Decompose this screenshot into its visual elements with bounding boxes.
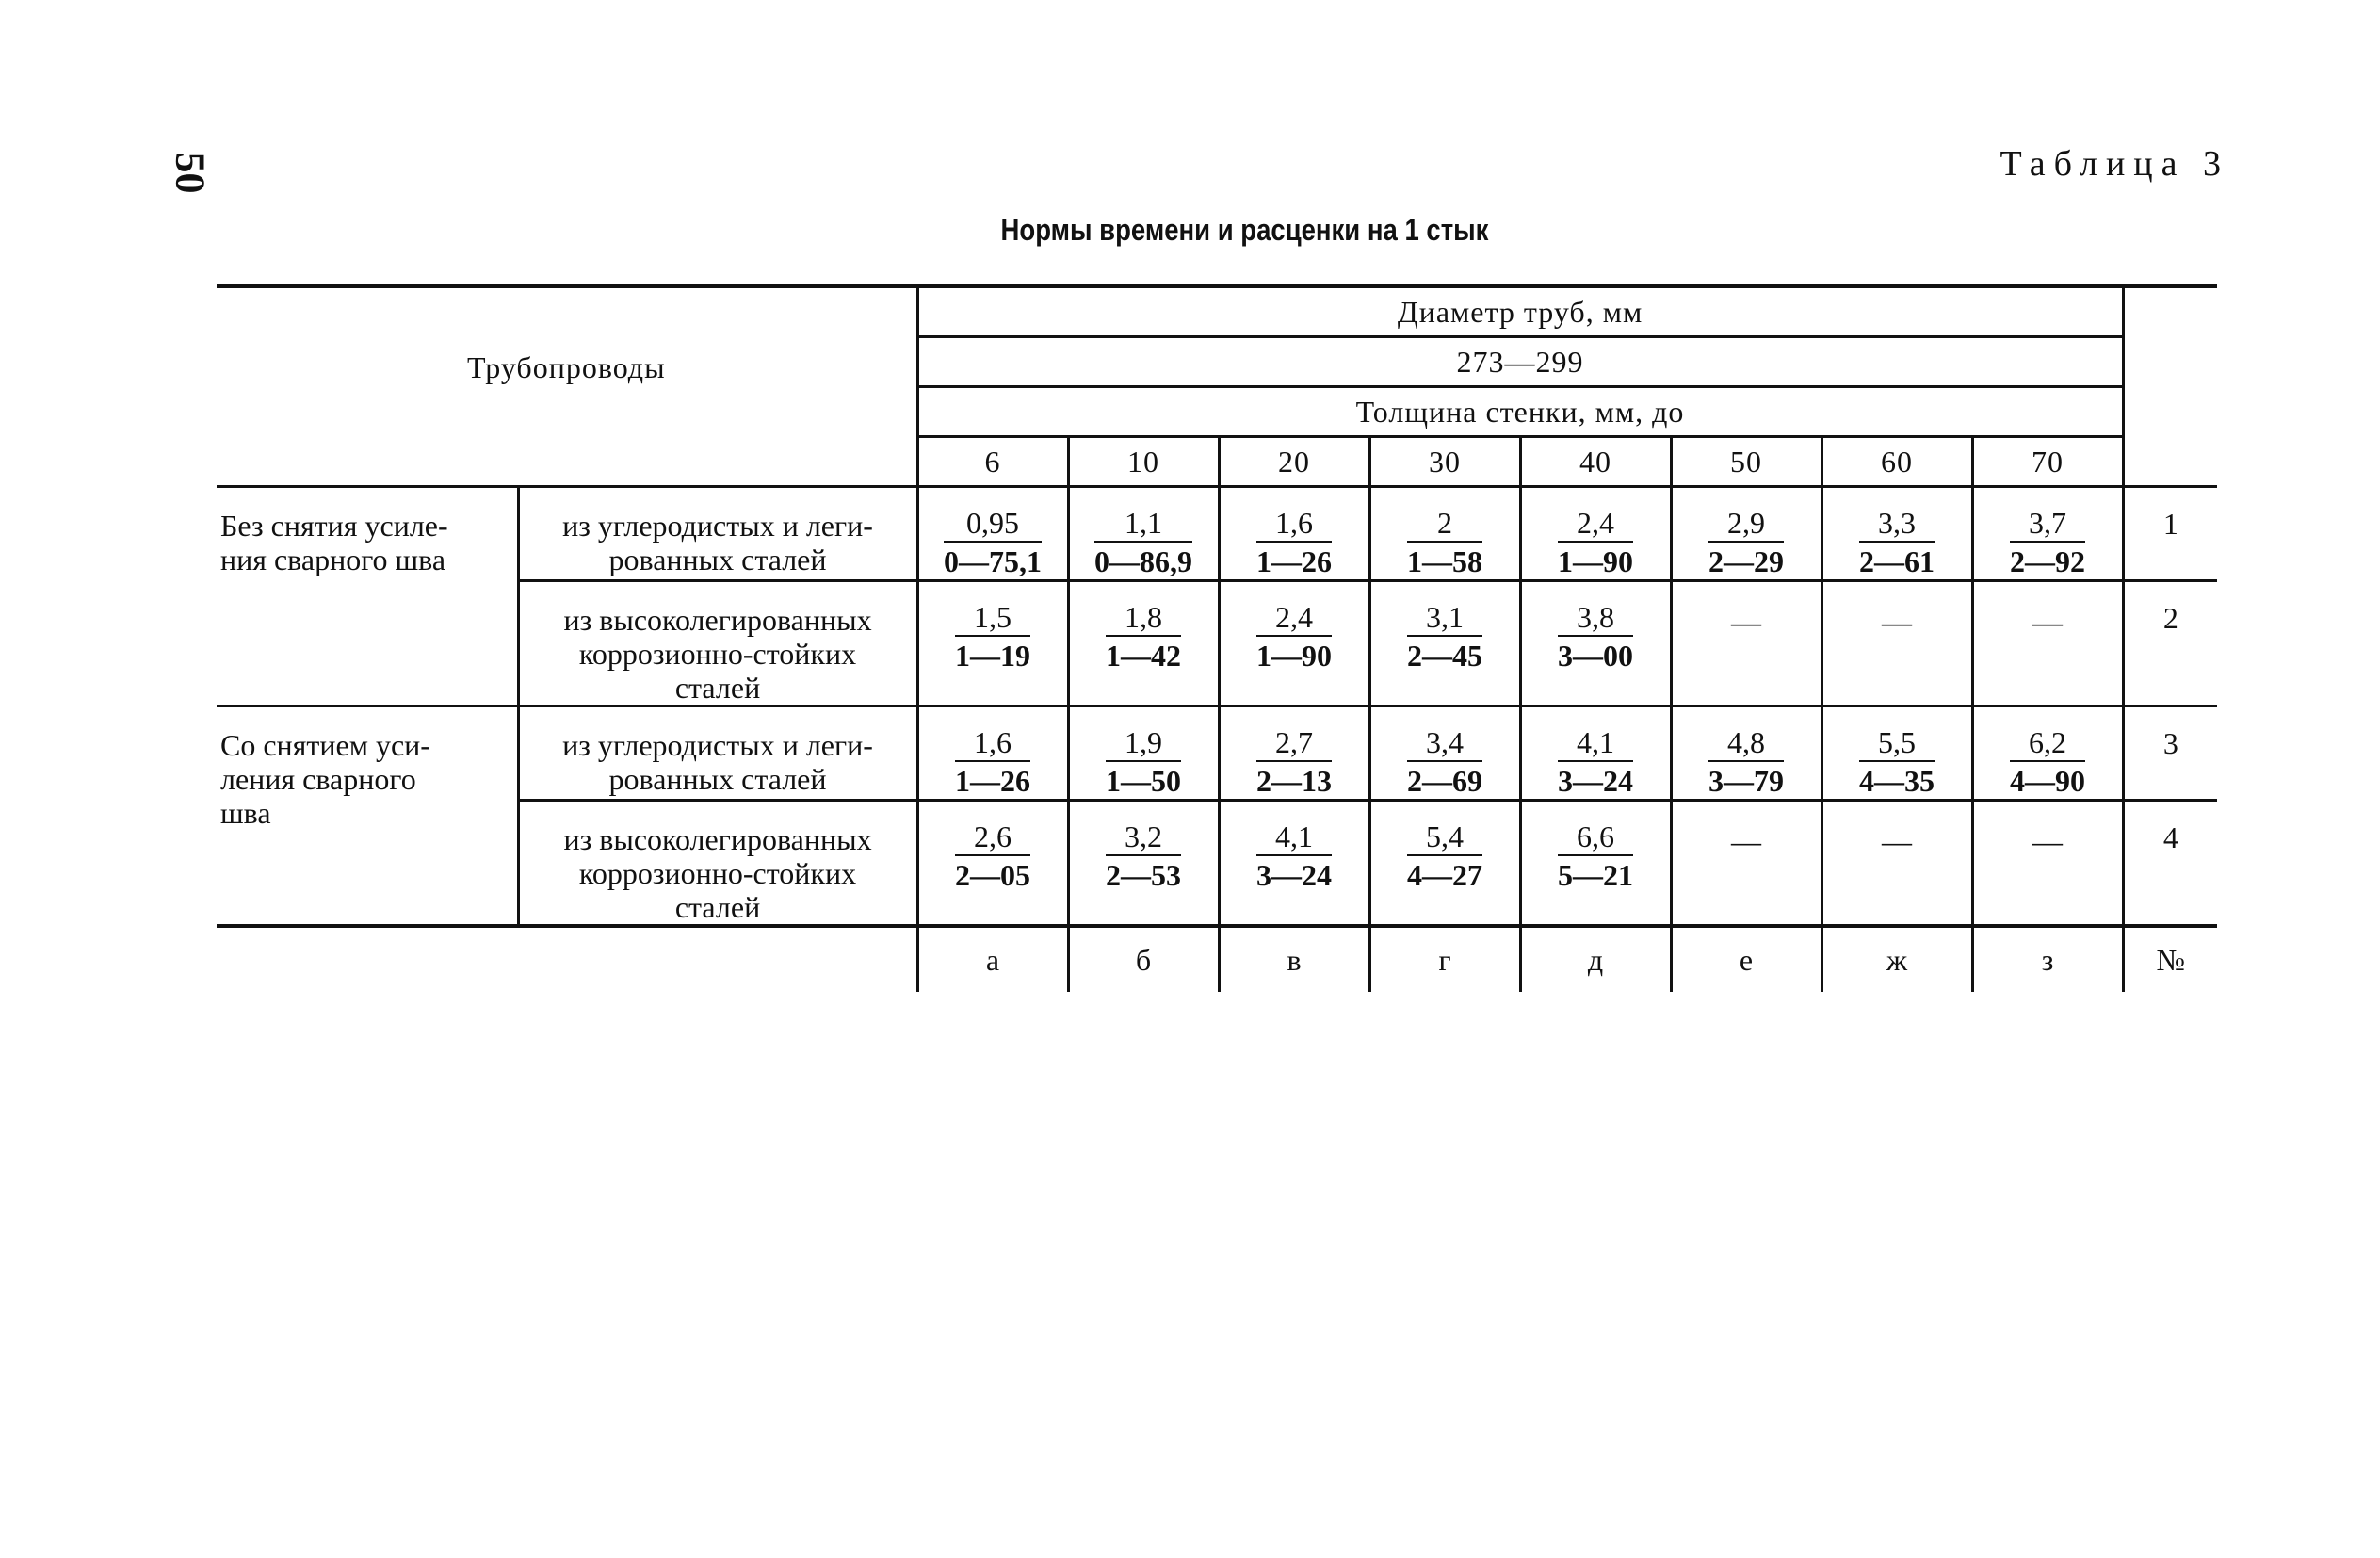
thickness-70: 70 [1972,437,2123,487]
fraction [1407,726,1482,798]
time-norm: 2 [1407,507,1482,543]
fraction [1094,507,1192,578]
footer-row [217,926,2217,992]
fraction [1708,726,1784,798]
value-cell [1219,581,1369,706]
value-cell [1972,706,2123,801]
value-cell [1972,801,2123,927]
value-cell [1821,487,1972,581]
thickness-60: 60 [1821,437,1972,487]
thickness-6: 6 [917,437,1068,487]
fraction [1256,820,1332,892]
value-cell [1972,487,2123,581]
material-label: из высоколегированных коррозионно-стойких сталей [518,581,917,706]
time-norm: 1,9 [1106,726,1181,762]
value-cell [1068,801,1219,927]
page-number: 50 [167,152,214,194]
dash-value: — [1882,605,1913,639]
thickness-40: 40 [1520,437,1671,487]
price: 2—61 [1859,544,1935,578]
price: 3—79 [1708,764,1785,798]
time-norm: 4,8 [1708,726,1784,762]
value-cell [1671,487,1821,581]
time-norm: 4,1 [1256,820,1332,856]
fraction [1558,726,1633,798]
price: 0—86,9 [1094,544,1193,578]
row-number: 2 [2123,581,2217,706]
value-cell [1520,581,1671,706]
price: 4—90 [2010,764,2086,798]
price: 0—75,1 [944,544,1043,578]
value-cell [1520,706,1671,801]
value-cell [917,706,1068,801]
fraction [1106,820,1181,892]
time-norm: 2,7 [1256,726,1332,762]
footer-empty [217,926,917,992]
material-label: из высоколегированных коррозионно-стойких сталей [518,801,917,927]
value-cell [917,487,1068,581]
column-letter: б [1068,926,1219,992]
price: 1—19 [955,639,1031,673]
value-cell [1219,706,1369,801]
price: 2—05 [955,858,1031,892]
time-norm: 1,8 [1106,601,1181,637]
price: 2—92 [2010,544,2086,578]
time-norm: 0,95 [944,507,1042,543]
price: 1—58 [1407,544,1483,578]
fraction [1407,820,1482,892]
price: 2—69 [1407,764,1483,798]
fraction [955,726,1030,798]
category-label: Без снятия усиле- ния сварного шва [217,487,518,706]
dash-value: — [2032,824,2064,858]
price: 1—90 [1256,639,1333,673]
value-cell [1068,706,1219,801]
column-letter: в [1219,926,1369,992]
fraction [1106,726,1181,798]
dash-value: — [1731,605,1762,639]
price: 2—29 [1708,544,1785,578]
table-title: Нормы времени и расценки на 1 стык [1000,213,1489,247]
fraction [1558,820,1633,892]
number-sign: № [2123,926,2217,992]
time-norm: 5,4 [1407,820,1482,856]
time-norm: 2,6 [955,820,1030,856]
price: 1—26 [1256,544,1333,578]
price: 4—27 [1407,858,1483,892]
time-norm: 4,1 [1558,726,1633,762]
time-norm: 3,1 [1407,601,1482,637]
table-row [217,487,2217,581]
time-norm: 3,4 [1407,726,1482,762]
pipelines-header: Трубопроводы [217,286,917,487]
fraction [955,601,1030,673]
diameter-header: Диаметр труб, мм [917,286,2123,337]
fraction [1558,601,1633,673]
column-letter: з [1972,926,2123,992]
thickness-10: 10 [1068,437,1219,487]
value-cell [1671,581,1821,706]
price: 3—24 [1256,858,1333,892]
value-cell [1972,581,2123,706]
price: 1—42 [1106,639,1182,673]
value-cell [917,801,1068,927]
fraction [1106,601,1181,673]
value-cell [1369,801,1520,927]
value-cell [1821,581,1972,706]
material-label: из углеродистых и леги- рованных сталей [518,706,917,801]
fraction [1859,726,1935,798]
value-cell [1520,487,1671,581]
price: 1—90 [1558,544,1634,578]
value-cell [1671,706,1821,801]
value-cell [917,581,1068,706]
time-norm: 1,1 [1094,507,1192,543]
time-norm: 3,7 [2010,507,2085,543]
price: 1—50 [1106,764,1182,798]
price: 2—53 [1106,858,1182,892]
dash-value: — [2032,605,2064,639]
norms-table [217,284,2217,992]
price: 4—35 [1859,764,1935,798]
diameter-range: 273—299 [917,337,2123,387]
value-cell [1821,801,1972,927]
dash-value: — [1731,824,1762,858]
table-label: Таблица 3 [2000,144,2229,184]
column-letter: г [1369,926,1520,992]
time-norm: 6,6 [1558,820,1633,856]
price: 3—00 [1558,639,1634,673]
value-cell [1068,487,1219,581]
fraction [955,820,1030,892]
fraction [1558,507,1633,578]
fraction [1407,601,1482,673]
fraction [1256,507,1332,578]
thickness-50: 50 [1671,437,1821,487]
fraction [1256,726,1332,798]
time-norm: 2,4 [1558,507,1633,543]
row-number: 4 [2123,801,2217,927]
value-cell [1821,706,1972,801]
value-cell [1068,581,1219,706]
time-norm: 1,6 [1256,507,1332,543]
value-cell [1219,801,1369,927]
time-norm: 6,2 [2010,726,2085,762]
category-label: Со снятием уси- ления сварного шва [217,706,518,927]
time-norm: 3,8 [1558,601,1633,637]
value-cell [1520,801,1671,927]
number-header-blank [2123,286,2217,487]
wall-thickness-header: Толщина стенки, мм, до [917,387,2123,437]
fraction [2010,726,2085,798]
dash-value: — [1882,824,1913,858]
table-row [217,706,2217,801]
time-norm: 1,6 [955,726,1030,762]
time-norm: 2,4 [1256,601,1332,637]
fraction [1256,601,1332,673]
row-number: 1 [2123,487,2217,581]
thickness-20: 20 [1219,437,1369,487]
column-letter: д [1520,926,1671,992]
fraction [1859,507,1935,578]
fraction [2010,507,2085,578]
column-letter: а [917,926,1068,992]
price: 2—45 [1407,639,1483,673]
value-cell [1369,487,1520,581]
time-norm: 1,5 [955,601,1030,637]
value-cell [1369,581,1520,706]
fraction [1708,507,1784,578]
fraction [1407,507,1482,578]
price: 1—26 [955,764,1031,798]
fraction [944,507,1042,578]
value-cell [1369,706,1520,801]
price: 5—21 [1558,858,1634,892]
column-letter: ж [1821,926,1972,992]
column-letter: е [1671,926,1821,992]
price: 2—13 [1256,764,1333,798]
time-norm: 5,5 [1859,726,1935,762]
price: 3—24 [1558,764,1634,798]
material-label: из углеродистых и леги- рованных сталей [518,487,917,581]
time-norm: 2,9 [1708,507,1784,543]
time-norm: 3,2 [1106,820,1181,856]
time-norm: 3,3 [1859,507,1935,543]
thickness-30: 30 [1369,437,1520,487]
row-number: 3 [2123,706,2217,801]
value-cell [1219,487,1369,581]
value-cell [1671,801,1821,927]
